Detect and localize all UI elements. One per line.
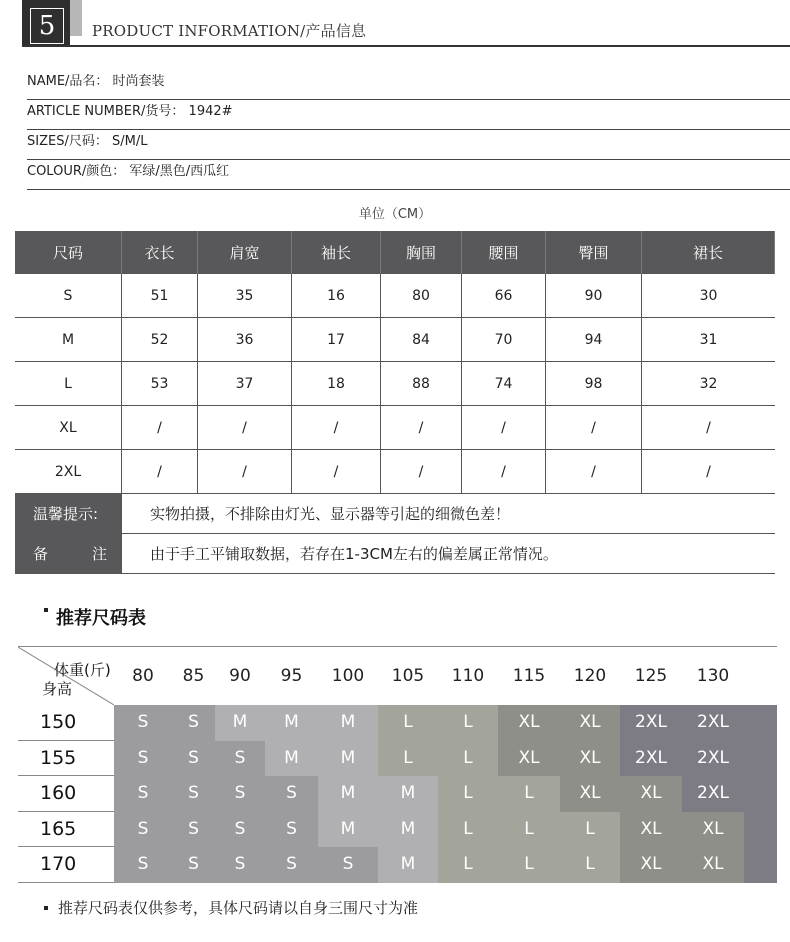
size-cell: S (172, 812, 215, 848)
size-cell: M (378, 847, 438, 883)
size-cell: L (438, 847, 498, 883)
size-cell: L (438, 741, 498, 777)
table-cell: S (15, 274, 122, 317)
size-cell: M (318, 741, 378, 777)
size-cell: 2XL (682, 705, 744, 741)
size-cell: S (265, 812, 318, 848)
table-cell: 98 (546, 362, 642, 405)
size-cell: L (498, 812, 560, 848)
size-cell: XL (560, 741, 620, 777)
table-cell: 52 (122, 318, 198, 361)
weight-column-header: 85 (182, 666, 205, 686)
table-cell: 16 (292, 274, 381, 317)
size-cell: L (498, 776, 560, 812)
size-cell: XL (498, 705, 560, 741)
size-cell: S (215, 741, 265, 777)
table-cell: 32 (699, 375, 718, 392)
weight-column-header: 80 (132, 666, 154, 686)
info-sizes: SIZES/尺码： S/M/L (27, 130, 790, 160)
size-cell: M (318, 812, 378, 848)
table-cell: 70 (462, 318, 546, 361)
weight-axis-label: 体重(斤) (54, 661, 111, 679)
footnote-bullet (44, 906, 48, 910)
weight-column-header: 105 (391, 666, 425, 686)
size-table-header (15, 231, 775, 274)
info-colour: COLOUR/颜色： 军绿/黑色/西瓜红 (27, 160, 790, 190)
weight-column-header: 125 (634, 666, 668, 686)
size-cell: M (215, 705, 265, 741)
height-row-header: 170 (18, 847, 114, 883)
table-cell: 2XL (15, 450, 122, 493)
size-cell: S (215, 847, 265, 883)
height-row-header: 165 (18, 812, 114, 848)
header-number: 5 (30, 8, 64, 44)
size-cell: S (114, 776, 172, 812)
size-cell: L (438, 776, 498, 812)
note-label (15, 534, 122, 573)
size-cell: XL (682, 847, 744, 883)
size-cell: S (172, 705, 215, 741)
recommend-footnote: 推荐尺码表仅供参考，具体尺码请以自身三围尺寸为准 (58, 899, 419, 917)
note-label-part: 备 (33, 545, 49, 563)
header-cell: 肩宽 (198, 231, 292, 274)
size-cell: 2XL (620, 741, 682, 777)
table-cell: 35 (198, 274, 292, 317)
table-cell: 90 (546, 274, 642, 317)
size-cell: S (265, 847, 318, 883)
info-name: NAME/品名： 时尚套装 (27, 70, 790, 100)
size-cell: S (114, 705, 172, 741)
height-axis-label: 身高 (42, 680, 73, 698)
size-cell: S (172, 776, 215, 812)
table-cell: M (15, 318, 122, 361)
size-cell: S (265, 776, 318, 812)
size-cell: M (265, 741, 318, 777)
size-cell: L (378, 741, 438, 777)
table-cell: / (462, 406, 546, 449)
table-cell: / (546, 406, 642, 449)
header-title: PRODUCT INFORMATION/产品信息 (92, 22, 367, 40)
unit-label: 单位（CM） (358, 207, 432, 222)
table-cell: 17 (292, 318, 381, 361)
table-cell: / (381, 450, 462, 493)
height-row-header: 155 (18, 741, 114, 777)
size-cell: L (438, 812, 498, 848)
table-cell: XL (15, 406, 122, 449)
table-cell: 80 (381, 274, 462, 317)
size-cell: XL (560, 776, 620, 812)
header-cell: 袖长 (292, 231, 381, 274)
recommend-title: 推荐尺码表 (56, 608, 146, 629)
header-cell: 腰围 (462, 231, 546, 274)
height-row-header: 150 (18, 705, 114, 741)
table-cell: / (198, 450, 292, 493)
table-cell: / (122, 406, 198, 449)
note-text: 由于手工平铺取数据，若存在1-3CM左右的偏差属正常情况。 (150, 545, 558, 563)
table-cell: / (546, 450, 642, 493)
size-cell: XL (620, 776, 682, 812)
table-cell: 88 (381, 362, 462, 405)
weight-column-header: 130 (696, 666, 730, 686)
table-cell: / (706, 419, 711, 436)
size-cell: XL (620, 812, 682, 848)
size-cell: XL (682, 812, 744, 848)
size-cell: L (438, 705, 498, 741)
size-cell: S (114, 812, 172, 848)
tip-row (15, 494, 775, 534)
table-cell: / (198, 406, 292, 449)
header-cell: 胸围 (381, 231, 462, 274)
weight-column-header: 100 (331, 666, 365, 686)
size-cell: S (172, 847, 215, 883)
table-row (15, 406, 775, 450)
size-cell: L (560, 812, 620, 848)
table-cell: / (292, 406, 381, 449)
size-cell: XL (498, 741, 560, 777)
weight-column-header: 115 (512, 666, 546, 686)
recommend-grid (114, 705, 777, 883)
weight-column-header: 120 (573, 666, 607, 686)
size-cell: L (378, 705, 438, 741)
tip-text: 实物拍摄，不排除由灯光、显示器等引起的细微色差！ (150, 505, 511, 523)
height-row-header: 160 (18, 776, 114, 812)
note-row (15, 534, 775, 574)
size-cell: S (215, 776, 265, 812)
table-cell: 84 (381, 318, 462, 361)
table-cell: L (15, 362, 122, 405)
size-cell: M (265, 705, 318, 741)
header-cell: 裙长 (642, 231, 775, 274)
section-bullet (44, 608, 48, 612)
table-cell: 51 (122, 274, 198, 317)
size-cell: S (172, 741, 215, 777)
table-row (15, 274, 775, 318)
size-cell: M (378, 776, 438, 812)
size-table (15, 231, 775, 574)
table-cell: / (706, 463, 711, 480)
header-cell: 臀围 (546, 231, 642, 274)
size-cell: 2XL (620, 705, 682, 741)
size-cell: S (114, 847, 172, 883)
header-cell: 尺码 (15, 231, 122, 274)
size-cell: S (114, 741, 172, 777)
info-article-number: ARTICLE NUMBER/货号： 1942# (27, 100, 790, 130)
size-cell: XL (560, 705, 620, 741)
tip-label: 温馨提示: (15, 494, 122, 533)
table-cell: / (122, 450, 198, 493)
table-cell: 74 (462, 362, 546, 405)
table-cell: 66 (462, 274, 546, 317)
table-cell: / (462, 450, 546, 493)
size-cell: M (318, 776, 378, 812)
recommend-divider (18, 646, 777, 647)
weight-column-header: 90 (229, 666, 251, 686)
table-cell: 31 (699, 331, 718, 348)
table-cell: 30 (699, 287, 718, 304)
table-cell: 53 (122, 362, 198, 405)
table-cell: 94 (546, 318, 642, 361)
size-cell: S (318, 847, 378, 883)
size-cell: 2XL (682, 776, 744, 812)
table-cell: / (381, 406, 462, 449)
size-cell: M (318, 705, 378, 741)
size-cell: XL (620, 847, 682, 883)
header-cell: 衣长 (122, 231, 198, 274)
recommend-corner (18, 647, 114, 705)
note-label-part: 注 (91, 545, 107, 563)
table-cell: 36 (198, 318, 292, 361)
size-cell: 2XL (682, 741, 744, 777)
size-cell: M (378, 812, 438, 848)
grid-edge-strip (744, 705, 777, 883)
table-cell: 18 (292, 362, 381, 405)
weight-column-header: 110 (451, 666, 485, 686)
table-cell: / (292, 450, 381, 493)
size-cell: S (215, 812, 265, 848)
table-row (15, 450, 775, 494)
table-row (15, 362, 775, 406)
weight-column-header: 95 (280, 666, 303, 686)
table-row (15, 318, 775, 362)
header-divider (22, 45, 790, 47)
table-cell: 37 (198, 362, 292, 405)
size-cell: L (498, 847, 560, 883)
size-cell: L (560, 847, 620, 883)
